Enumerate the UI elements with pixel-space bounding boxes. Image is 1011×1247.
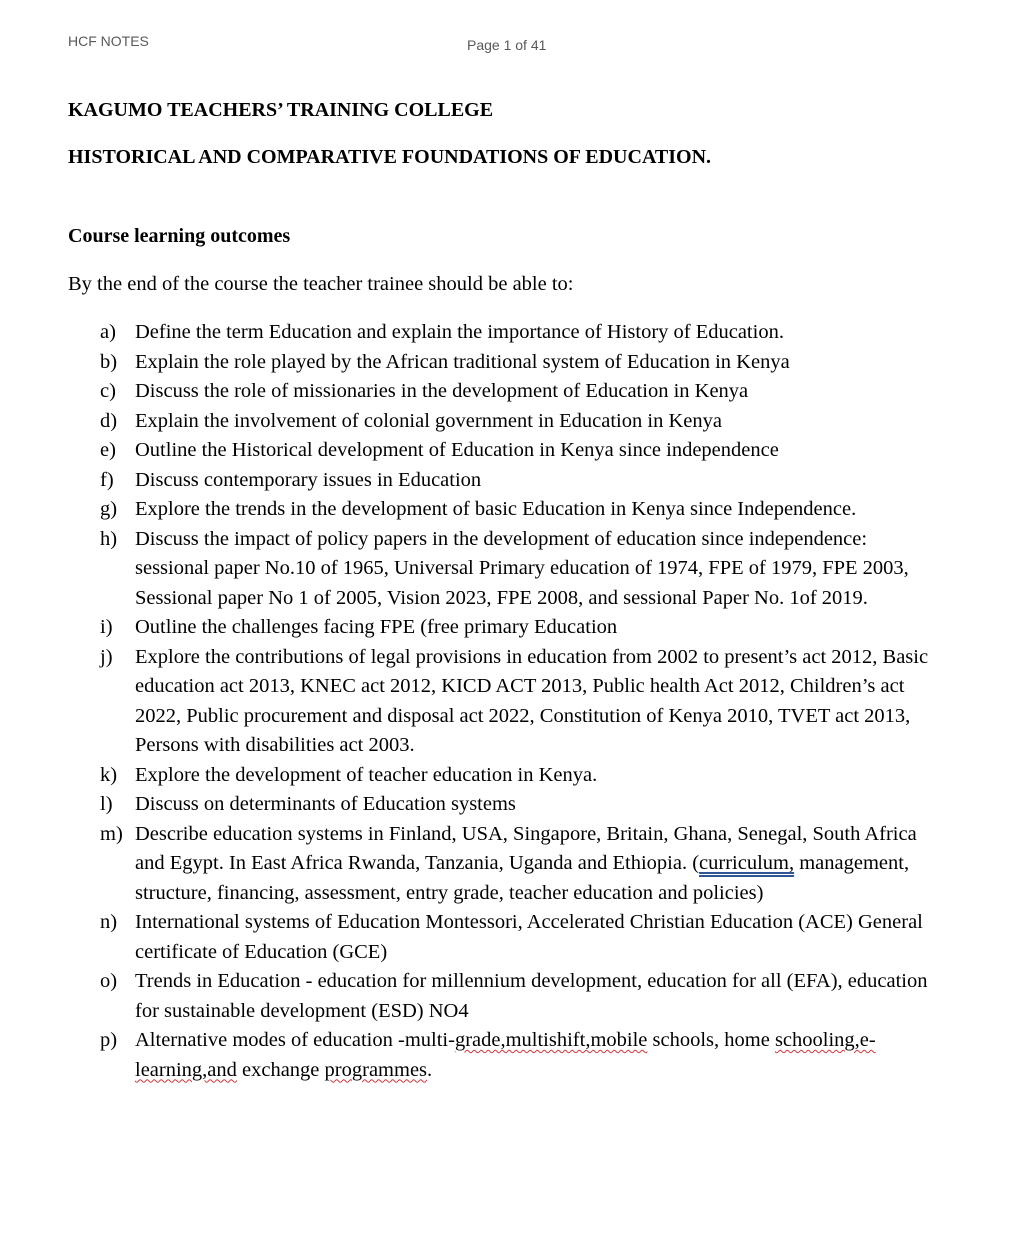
text-segment: management, structure, financing, assessment, entry grade, teacher education and policies) [135,852,910,904]
course-title: HISTORICAL AND COMPARATIVE FOUNDATIONS OF EDUCATION. [68,146,712,168]
list-item-text: Explain the role played by the African traditional system of Education in Kenya [135,350,790,373]
list-marker: n) [100,911,118,933]
list-marker: a) [100,321,116,343]
list-item-text: Discuss the impact of policy papers in the development of education since independence: sessional paper No.10 of 1965, Universal Primary education of 1974, FPE of 1979, FPE 2003, Sessional paper No 1 of 2005, Vision 2023, FPE 2008, and sessional Paper No. 1of 2019. [135,527,909,609]
grammar-flagged-word: curriculum, [699,852,795,874]
section-heading: Course learning outcomes [68,225,291,247]
list-item [100,436,940,466]
list-item [100,967,940,1026]
list-marker: g) [100,498,118,520]
list-marker: m) [100,822,123,845]
list-item-text: Discuss the role of missionaries in the development of Education in Kenya [135,380,749,402]
list-item-text: Discuss contemporary issues in Education [135,468,482,491]
list-item [100,495,940,525]
list-item-text: Trends in Education - education for millennium development, education for all (EFA), education for sustainable development (ESD) NO4 [135,970,928,1022]
list-item [100,318,940,348]
list-item-text: Explain the involvement of colonial government in Education in Kenya [135,409,722,432]
list-marker: f) [100,468,114,491]
header-left-text: HCF NOTES [68,33,149,49]
list-item-text [135,820,940,909]
list-item-text: International systems of Education Montessori, Accelerated Christian Education (ACE) General certificate of Education (GCE) [135,911,923,963]
list-item [100,761,940,791]
spelling-flagged-word: grade,multishift,mobile [454,1029,648,1051]
list-item-text: Explore the development of teacher education in Kenya. [135,763,598,786]
spelling-flagged-word: programmes [324,1058,428,1081]
list-marker: o) [100,970,118,992]
text-segment: Alternative modes of education -multi- [135,1029,455,1051]
list-item [100,407,940,437]
spelling-flagged-word: schooling,e- [774,1029,876,1051]
list-item [100,613,940,643]
text-segment: Describe education systems in Finland, USA, Singapore, Britain, Ghana, Senegal, South Africa and Egypt. In East Africa Rwanda, Tanzania, Uganda and Ethiopia. ( [135,822,917,874]
list-item [100,525,940,614]
list-item-text: Outline the Historical development of Education in Kenya since independence [135,439,779,461]
list-item [100,643,940,761]
list-item-text: Define the term Education and explain the importance of History of Education. [135,321,784,343]
text-segment: exchange [236,1058,325,1081]
list-marker: e) [100,439,116,461]
list-item [100,790,940,820]
list-item [100,466,940,496]
list-marker: k) [100,763,118,786]
page-number-label: Page 1 of 41 [467,37,547,53]
list-marker: i) [100,616,113,638]
list-item [100,1026,940,1085]
outcomes-list [100,318,940,1085]
list-item [100,820,940,909]
list-item-text: Discuss on determinants of Education systems [135,793,516,815]
list-marker: c) [100,380,116,402]
list-item-text: Outline the challenges facing FPE (free primary Education [135,616,618,638]
list-item [100,377,940,407]
list-marker: l) [100,793,113,815]
list-item-text [135,1026,940,1085]
list-marker: p) [100,1029,118,1051]
list-marker: b) [100,350,118,373]
list-item-text: Explore the contributions of legal provisions in education from 2002 to present’s act 2012, Basic education act 2013, KNEC act 2012, KICD ACT 2013, Public health Act 2012, Children’s act 2022, Public procurement and disposal act 2022, Constitution of Kenya 2010, TVET act 2013, Persons with disabilities act 2003. [135,645,929,756]
list-marker: h) [100,527,118,550]
spelling-flagged-word: learning,and [135,1058,237,1081]
list-marker: j) [100,645,113,668]
list-item-text: Explore the trends in the development of basic Education in Kenya since Independence. [135,498,857,520]
intro-paragraph: By the end of the course the teacher trainee should be able to: [68,273,574,295]
list-marker: d) [100,409,118,432]
list-item [100,908,940,967]
college-title: KAGUMO TEACHERS’ TRAINING COLLEGE [68,99,494,121]
list-item [100,348,940,378]
text-segment: . [427,1058,433,1081]
text-segment: schools, home [647,1029,775,1051]
